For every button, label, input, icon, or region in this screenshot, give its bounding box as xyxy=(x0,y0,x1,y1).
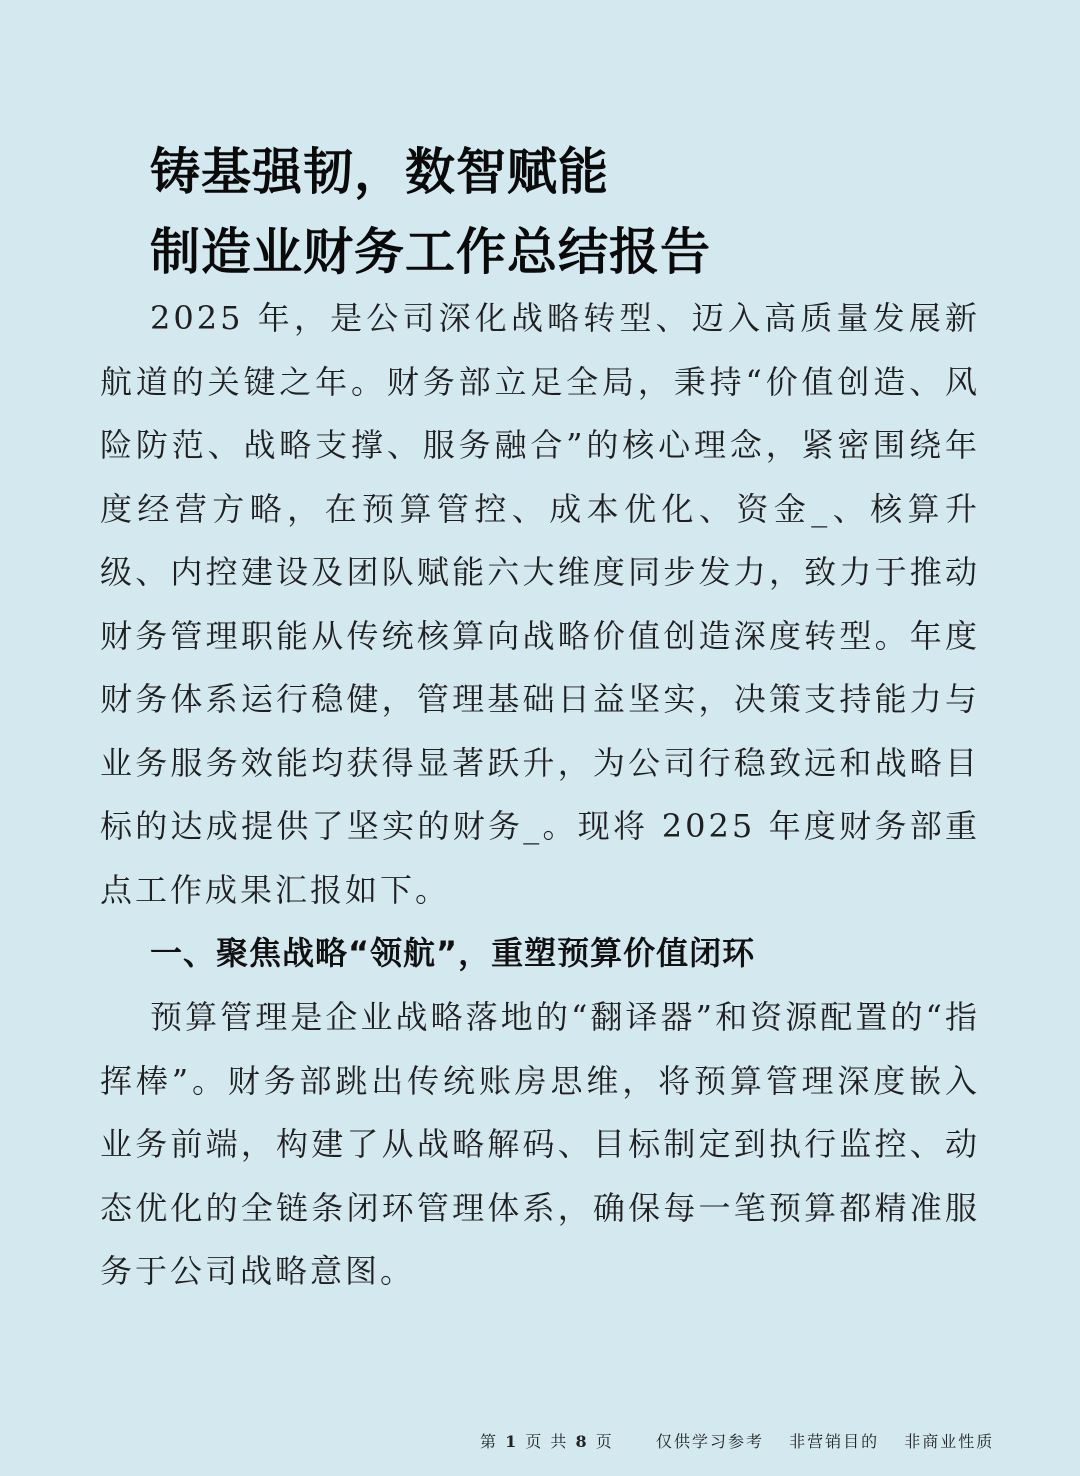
disclaimer-study: 仅供学习参考 xyxy=(656,1432,765,1451)
footer-disclaimer xyxy=(656,1428,994,1456)
title-line-1: 铸基强韧，数智赋能 xyxy=(150,143,609,201)
title-line-2: 制造业财务工作总结报告 xyxy=(150,223,711,281)
page-number xyxy=(480,1428,614,1456)
page-suffix: 页 xyxy=(595,1432,614,1451)
document-title xyxy=(150,132,1010,292)
page-current: 1 xyxy=(505,1432,519,1451)
intro-paragraph: 2025 年，是公司深化战略转型、迈入高质量发展新航道的关键之年。财务部立足全局，秉持“价值创造、风险防范、战略支撑、服务融合”的核心理念，紧密围绕年度经营方略，在预算管控、成本优化、资金_、核算升级、内控建设及团队赋能六大维度同步发力，致力于推动财务管理职能从传统核算向战略价值创造深度转型。年度财务体系运行稳健，管理基础日益坚实，决策支持能力与业务服务效能均获得显著跃升，为公司行稳致远和战略目标的达成提供了坚实的财务_。现将 2025 年度财务部重点工作成果汇报如下。 xyxy=(100,299,980,909)
page-total: 8 xyxy=(575,1432,589,1451)
disclaimer-non-commercial: 非商业性质 xyxy=(904,1432,995,1451)
disclaimer-non-marketing: 非营销目的 xyxy=(789,1432,880,1451)
section-1-paragraph: 预算管理是企业战略落地的“翻译器”和资源配置的“指挥棒”。财务部跳出传统账房思维，将预算管理深度嵌入业务前端，构建了从战略解码、目标制定到执行监控、动态优化的全链条闭环管理体系，确保每一笔预算都精准服务于公司战略意图。 xyxy=(100,998,980,1290)
section-heading-1: 一、聚焦战略“领航”，重塑预算价值闭环 xyxy=(150,934,756,972)
page-prefix: 第 xyxy=(480,1432,499,1451)
page-middle: 页 共 xyxy=(525,1432,569,1451)
